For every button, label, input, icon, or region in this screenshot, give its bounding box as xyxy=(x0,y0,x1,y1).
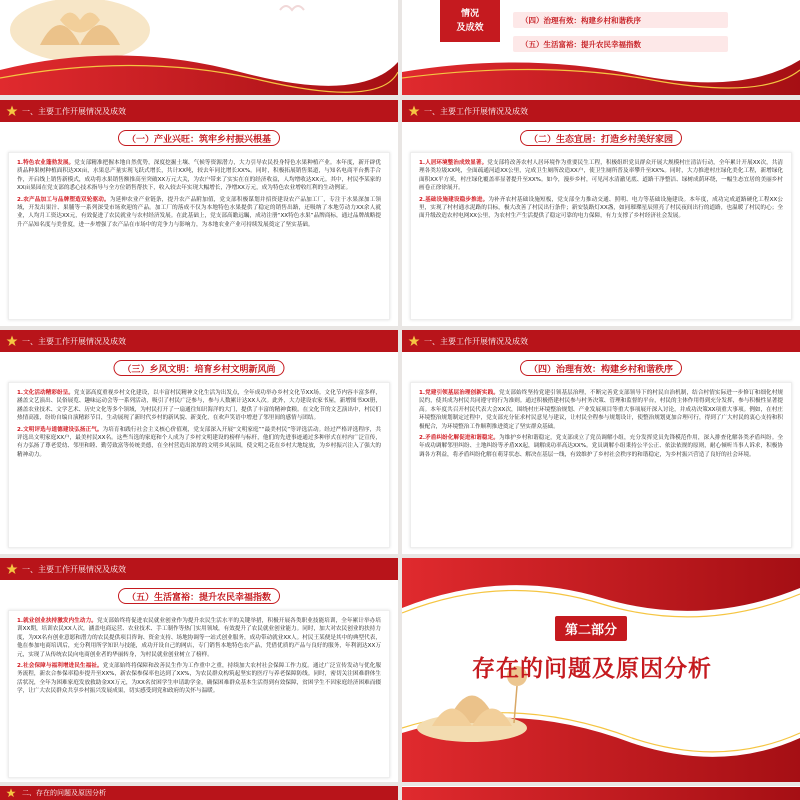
star-icon xyxy=(408,105,420,117)
section-title: （五）生活富裕：提升农民幸福指数 xyxy=(126,592,272,603)
paragraph-body: 党支部将改善农村人居环境作为重要民生工程，积极组织党员群众开展大规模村庄清洁行动，全年累计开展XX次，共清理各类垃圾XX吨，全面疏通河道XX公里，完成卫生厕所改造XX户，使卫生厕所普及率攀升至XX%。同时，大力推进村庄绿化美化工程，新增绿化面积XX平方米，村庄绿化覆盖率显著提升至XX%。如今，漫步乡村，可见河水清澈见底、道路干净整洁、绿树成荫环绕，一幅生态宜居的美丽乡村画卷正徐徐展开。 xyxy=(419,160,783,192)
content-card xyxy=(8,382,390,548)
bottom-right-fragment xyxy=(402,786,800,800)
slide-governance xyxy=(402,330,800,554)
content-card xyxy=(410,382,792,548)
slide-header xyxy=(402,100,800,122)
paragraph-heading: 1.人居环境整治成效显著。 xyxy=(419,160,488,166)
paragraph xyxy=(419,389,783,431)
part-tag: 第二部分 xyxy=(555,616,627,641)
slide-header-text: 一、主要工作开展情况及成效 xyxy=(424,106,528,116)
paragraph-body: 党支部始终坚持党建引领基层治理，不断完善党支部领导下的村民自治机制，结合村情实际进一步修订和细化村规民约，使其成为村民共同遵守的行为准则。通过积极搭建村民参与村务决策、管理和监督的平台，村民的主体作用得到充分发挥，参与积极性显著提高。本年度共召开村民代表大会XX次，围绕村庄环境整治规划、产业发展项目等重大事项展开深入讨论，并成功决策XX项重大事项。例如，在村庄环境整治规划制定过程中，党支部充分征求村民意见与建议，让村民全程参与规划设计，使整治规划更加合理可行，得到了广大村民的衷心支持和积极配合，为环境整治工作顺利推进奠定了坚实群众基础。 xyxy=(419,390,783,430)
paragraph xyxy=(17,426,381,460)
section-title: （三）乡风文明：培育乡村文明新风尚 xyxy=(122,364,276,375)
situation-label-line1: 情况 xyxy=(460,9,479,19)
paragraph xyxy=(17,662,381,696)
slide-header-text: 一、主要工作开展情况及成效 xyxy=(22,564,126,574)
content-card xyxy=(8,152,390,320)
content-card xyxy=(8,610,390,778)
paragraph xyxy=(17,196,381,230)
slide-header xyxy=(0,100,398,122)
slide-header xyxy=(0,558,398,580)
slide-header-text: 一、主要工作开展情况及成效 xyxy=(22,106,126,116)
slide-part-two-title xyxy=(402,558,800,782)
slide-civility xyxy=(0,330,398,554)
top-left-slide-fragment xyxy=(0,0,398,95)
slide-header-text: 一、主要工作开展情况及成效 xyxy=(22,336,126,346)
paragraph-heading: 2.矛盾纠纷化解促进和谐稳定。 xyxy=(419,435,499,442)
section-title: （四）治理有效：构建乡村和谐秩序 xyxy=(528,364,674,375)
content-card xyxy=(410,152,792,320)
paragraph xyxy=(17,159,381,193)
part-title: 存在的问题及原因分析 xyxy=(472,656,712,682)
paragraph-body: 为维护乡村和谐稳定，党支部成立了党员调解小组，充分发挥党员先锋模范作用，深入排查化解各类矛盾纠纷。全年成功调解邻里纠纷、土地纠纷等矛盾XX起，调解成功率高达XX%。党员调解小组秉持公平公正、依法依规的原则，耐心倾听当事人诉求，积极协调各方利益，将矛盾纠纷化解在萌芽状态、解决在基层一线，有效维护了乡村社会秩序的和谐稳定，为乡村振兴营造了良好的社会环境。 xyxy=(419,435,783,458)
paragraph-heading: 1.就业创业扶持激发内生动力。 xyxy=(17,618,97,624)
section-pill xyxy=(118,130,280,146)
bottom-slide-fragment xyxy=(0,786,398,800)
paragraph-heading: 1.党建引领基层治理创新实践。 xyxy=(419,390,499,396)
paragraph xyxy=(419,196,783,221)
situation-side-label xyxy=(440,0,500,42)
section-pill xyxy=(520,130,682,146)
paragraph-heading: 2.社会保障与福利增进民生福祉。 xyxy=(17,663,103,670)
slide-header-text: 一、主要工作开展情况及成效 xyxy=(424,336,528,346)
toc-item-4[interactable]: （四）治理有效：构建乡村和谐秩序 xyxy=(513,12,728,28)
paragraph-body: 党支部始终将促进农民就业创业作为提升农民生活水平的关键举措，积极开展各类职业技能培训，全年累计举办培训XX期，培训农民XX人次，涵盖电商运营、农业技术、手工制作等热门实用领域，有效提升了农民就业创业能力。同时，加大对农民创业的扶持力度，为XX名有创业意愿和潜力的农民提供项目咨询、资金支持、场地协调等一站式创业服务，成功带动就业XX人。村民王某便是其中的典型代表，他在参加电商培训后，充分利用所学知识与技能，成功开设自己的网店，专门销售本地特色农产品，凭借优质的产品与良好的服务，年利润达XX万元，实现了从传统农民向电商创业者的华丽转身，为村民就业创业树立了榜样。 xyxy=(17,618,381,658)
star-icon xyxy=(6,105,18,117)
star-icon xyxy=(6,788,16,798)
paragraph-body: 党支部精准把握本地自然优势，深度挖掘土壤、气候等资源潜力，大力引导农民投身特色水果种植产业。本年度，新开辟优质品种果树种植面积达XX亩，水果总产量实现飞跃式增长，共计XX吨，较去年同比增长XX%。同时，积极拓展销售渠道，与知名电商平台携手合作，开启线上销售新模式，成功将水果销售额推高至突破XX万元大关，为农户带来了实实在在的经济收益，人均增收达XX元。其中，村民李某家的XX亩果园在党支部的悉心技术指导与全方位销售帮扶下，收入较去年实现大幅增长，净增XX万元，成为特色农业增收红利的生动例证。 xyxy=(17,160,381,192)
paragraph-heading: 2.基础设施建设稳步推进。 xyxy=(419,196,489,203)
bottom-right-wave xyxy=(402,787,800,800)
toc-item-5[interactable]: （五）生活富裕：提升农民幸福指数 xyxy=(513,36,728,52)
slide-header xyxy=(0,786,398,800)
paragraph-heading: 1.文化活动精彩纷呈。 xyxy=(17,390,74,396)
slide-industry xyxy=(0,100,398,326)
paragraph xyxy=(17,389,381,423)
paragraph-heading: 1.特色农业蓬勃发展。 xyxy=(17,160,75,166)
paragraph xyxy=(419,434,783,459)
star-icon xyxy=(6,335,18,347)
section-pill xyxy=(520,360,682,376)
paragraph-body: 为培育和践行社会主义核心价值观，党支部深入开展“文明家庭”“最美村民”等评选活动。经过严格评选程序，共评选出文明家庭XX户，最美村民XX名。这些当选的家庭和个人成为了乡村文明建设的榜样与标杆，他们的先进事迹通过多种形式在村内广泛宣传，有力弘扬了尊老爱幼、邻里和睦、勤劳致富等传统美德，在全村营造出浓厚的文明乡风氛围，使文明之花在乡村大地绽放，为乡村振兴注入了强大的精神动力。 xyxy=(17,426,381,458)
paragraph-heading: 2.文明评选与道德建设弘扬正气。 xyxy=(17,426,103,433)
section-pill xyxy=(113,360,284,376)
section-title: （一）产业兴旺：筑牢乡村振兴根基 xyxy=(126,134,272,145)
slide-header xyxy=(402,330,800,352)
paragraph xyxy=(17,617,381,659)
situation-label-line2: 及成效 xyxy=(456,23,484,33)
paragraph-body: 党支部高度重视乡村文化建设，以丰富村民精神文化生活为出发点，全年成功举办乡村文化节XX场。文化节内容丰富多样，涵盖文艺演出、民俗展览、趣味运动会等一系列活动，吸引了村民广泛参与，参与人数累计达XX人次。此外，大力建设农家书屋，新增图书XX册，涵盖农业技术、文学艺术、历史文化等多个领域，为村民打开了一扇通往知识海洋的大门，提供了丰富的精神食粮。在文化节的文艺演出中，村民们热情高涨，纷纷自编自演精彩节目，生动展现了新时代乡村的新风貌、新变化，在欢声笑语中增进了邻里间的感情与团结。 xyxy=(17,390,381,422)
slide-ecology xyxy=(402,100,800,326)
paragraph-body: 党支部始终将保障和改善民生作为工作重中之重，持续加大农村社会保障工作力度。通过广泛宣传发动与优化服务流程，新农合参保率稳步提升至XX%，新农保参保率也达到了XX%，为农民群众构筑起坚实的医疗与养老保障防线。同时，密切关注困难群体生活状况，全年为困难家庭发放救助金XX万元，为XX名贫困学生申请助学金，确保困难群众基本生活得到有效保障，贫困学生不因家庭经济困难而辍学，让广大农民群众共享乡村振兴发展成果，切实感受到党和政府的关怀与温暖。 xyxy=(17,663,381,695)
section-pill xyxy=(118,588,280,604)
slide-prosperity xyxy=(0,558,398,782)
star-icon xyxy=(6,563,18,575)
slide-header-text: 二、存在的问题及原因分析 xyxy=(22,789,106,797)
paragraph xyxy=(419,159,783,193)
slide-header xyxy=(0,330,398,352)
paragraph-heading: 2.农产品加工与品牌塑造双轮驱动。 xyxy=(17,196,110,203)
paragraph-body: 为补齐农村基础设施短板，党支部全力推动交通、照明、电力等基础设施建设。本年度，成功完成道路硬化工程XX公里，实现了村村通水泥路的目标，极大改善了村民出行条件；新安装路灯XX盏，如同璀璨星辰照亮了村民夜间出行的道路，也温暖了村民的心；全面升级改造农村电网XX公里，为农村生产生活提供了稳定可靠的电力保障，有力支撑了乡村经济社会发展。 xyxy=(419,196,783,220)
paragraph-body: 为延伸农业产业链条，提升农产品附加值，党支部积极谋划并招资建设农产品加工厂，专注于水果深加工领域，开发出果汁、果脯等一系列深受市场欢迎的产品。加工厂的落成不仅为本地特色水果提供了稳定的销售出路，还吸纳了本地劳动力XX余人就业，人均月工资达XX元，有效促进了农民就业与农村经济发展。在此基础上，党支部高瞻远瞩，成功注册“XX特色水果”品牌商标，通过品牌战略提升产品知名度与美誉度，进一步增强了农产品在市场中的竞争力与影响力，为本地农业产业可持续发展奠定了坚实基础。 xyxy=(17,196,381,228)
section-title: （二）生态宜居：打造乡村美好家园 xyxy=(528,134,674,145)
top-left-decoration xyxy=(0,0,398,95)
star-icon xyxy=(408,335,420,347)
